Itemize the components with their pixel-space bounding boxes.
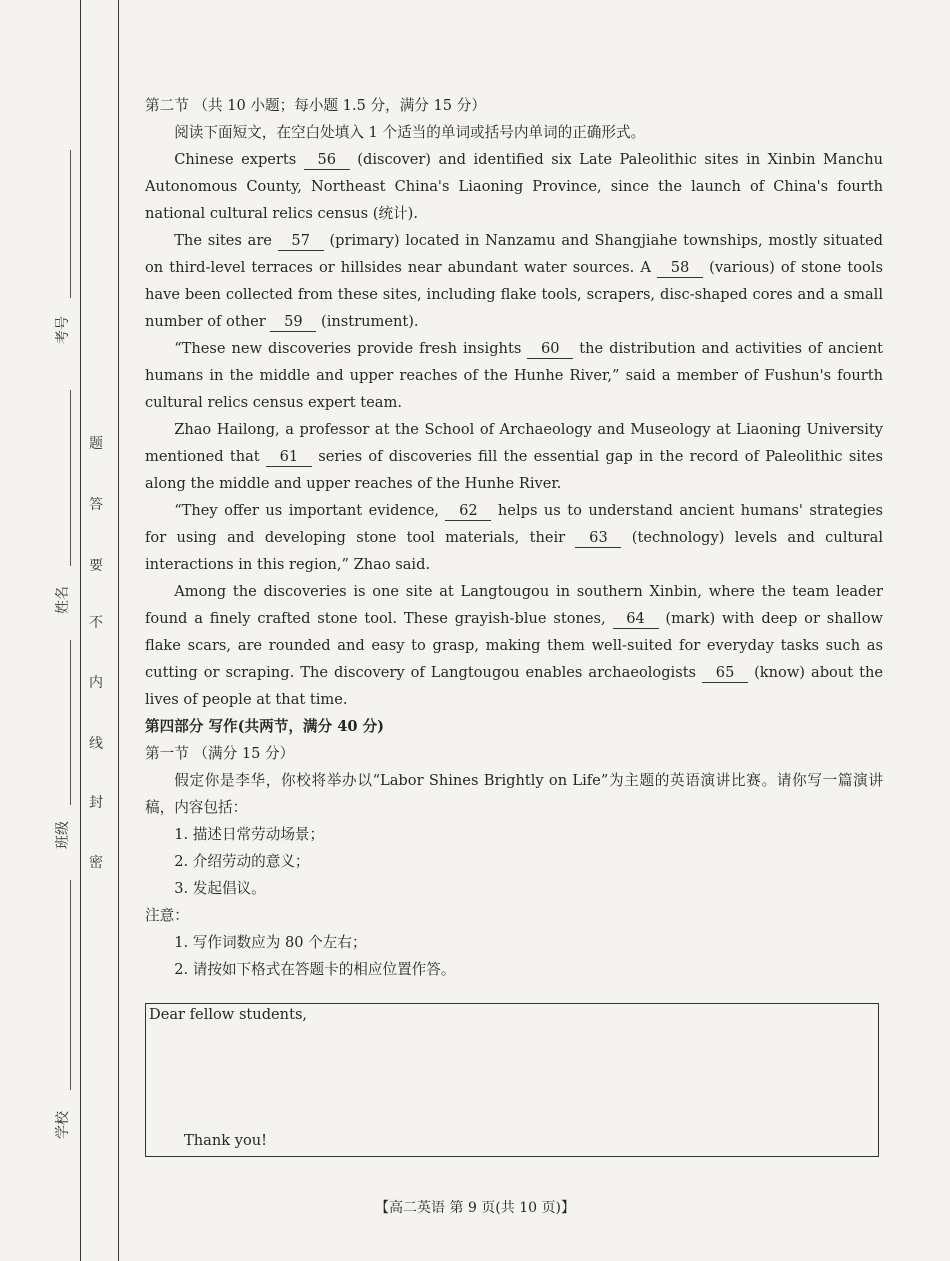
- field-class: [48, 805, 78, 865]
- blank-59[interactable]: 59: [270, 313, 316, 332]
- warning-char: 封: [89, 795, 103, 811]
- field-class-label: 班级: [55, 821, 71, 849]
- part4-heading: 第四部分 写作(共两节，满分 40 分): [145, 718, 385, 735]
- box-closing: Thank you!: [184, 1132, 268, 1149]
- field-name-label: 姓名: [55, 586, 71, 614]
- part4-sub-heading: 第一节 （满分 15 分）: [145, 745, 295, 762]
- page-footer: 【高二英语 第 9 页(共 10 页)】: [375, 1200, 575, 1216]
- passage-paragraph-6: [145, 578, 883, 713]
- blank-65[interactable]: 65: [702, 664, 748, 683]
- writing-requirement: 2. 介绍劳动的意义；: [174, 853, 310, 870]
- passage-paragraph-2: [145, 227, 883, 335]
- blank-63[interactable]: 63: [575, 529, 621, 548]
- binding-line-right: [118, 0, 119, 1261]
- warning-char: 密: [89, 855, 103, 871]
- field-exam-number: [48, 300, 78, 360]
- field-name: [48, 570, 78, 630]
- blank-58[interactable]: 58: [657, 259, 703, 278]
- passage-text: Chinese experts: [174, 151, 297, 168]
- section2-heading: 第二节 （共 10 小题；每小题 1.5 分，满分 15 分）: [145, 97, 486, 114]
- warning-char: 要: [89, 558, 103, 574]
- passage-paragraph-5: [145, 497, 883, 578]
- passage-text: (instrument).: [321, 313, 419, 330]
- box-greeting: Dear fellow students,: [149, 1006, 308, 1023]
- passage-paragraph-4: [145, 416, 883, 497]
- passage-text: helps us to understand ancient humans' strategies for using and developing stone tool materials, their: [145, 502, 884, 546]
- field-school: [48, 1095, 78, 1155]
- passage-text: “These new discoveries provide fresh insights: [174, 340, 522, 357]
- field-class-blank[interactable]: [70, 640, 71, 805]
- note-label: 注意：: [145, 907, 189, 924]
- writing-requirement: 3. 发起倡议。: [174, 880, 266, 897]
- passage-text: (discover) and identified six Late Paleolithic sites in Xinbin Manchu Autonomous County, Northeast China's Liaoning Province, since the launch of China's fourth national cultural relics census (统计).: [145, 151, 884, 222]
- passage-text: Among the discoveries is one site at Langtougou in southern Xinbin, where the team leader found a finely crafted stone tool. These grayish-blue stones,: [145, 583, 883, 627]
- warning-char: 不: [89, 615, 103, 631]
- field-exam-number-blank[interactable]: [70, 150, 71, 298]
- passage-text: (mark) with deep or shallow flake scars, are rounded and easy to grasp, making them well-suited for everyday tasks such as cutting or scraping. The discovery of Langtougou enables archaeologists: [145, 610, 883, 681]
- passage-paragraph-1: [145, 146, 883, 227]
- field-school-blank[interactable]: [70, 880, 71, 1090]
- field-name-blank[interactable]: [70, 390, 71, 566]
- blank-56[interactable]: 56: [304, 151, 350, 170]
- passage-paragraph-3: [145, 335, 883, 416]
- passage-text: The sites are: [174, 232, 272, 249]
- warning-char: 线: [89, 736, 103, 752]
- note-item: 2. 请按如下格式在答题卡的相应位置作答。: [174, 961, 456, 978]
- binding-line-left: [80, 0, 81, 1261]
- note-item: 1. 写作词数应为 80 个左右；: [174, 934, 367, 951]
- passage-text: (technology) levels and cultural interactions in this region,” Zhao said.: [145, 529, 884, 573]
- passage-text: the distribution and activities of ancient humans in the middle and upper reaches of the Hunhe River,” said a member of Fushun's fourth cultural relics census expert team.: [145, 340, 883, 411]
- writing-requirement: 1. 描述日常劳动场景；: [174, 826, 325, 843]
- section2-instruction: 阅读下面短文，在空白处填入 1 个适当的单词或括号内单词的正确形式。: [174, 124, 646, 141]
- passage-text: series of discoveries fill the essential gap in the record of Paleolithic sites along the middle and upper reaches of the Hunhe River.: [145, 448, 884, 492]
- passage-text: (various) of stone tools have been collected from these sites, including flake tools, scrapers, disc-shaped cores and a small number of other: [145, 259, 884, 330]
- blank-57[interactable]: 57: [278, 232, 324, 251]
- warning-char: 内: [89, 675, 103, 691]
- writing-prompt: 假定你是李华，你校将举办以“Labor Shines Brightly on Life”为主题的英语演讲比赛。请你写一篇演讲稿，内容包括：: [145, 772, 883, 816]
- blank-61[interactable]: 61: [266, 448, 312, 467]
- answer-box[interactable]: [145, 1003, 879, 1157]
- passage-text: (primary) located in Nanzamu and Shangjiahe townships, mostly situated on third-level terraces or hillsides near abundant water sources. A: [145, 232, 884, 276]
- field-exam-number-label: 考号: [55, 316, 71, 344]
- field-school-label: 学校: [55, 1111, 71, 1139]
- warning-char: 题: [89, 436, 103, 452]
- passage-text: Zhao Hailong, a professor at the School of Archaeology and Museology at Liaoning University mentioned that: [145, 421, 883, 465]
- warning-char: 答: [89, 497, 103, 513]
- exam-content: [145, 92, 883, 983]
- passage-text: “They offer us important evidence,: [174, 502, 439, 519]
- blank-62[interactable]: 62: [445, 502, 491, 521]
- blank-60[interactable]: 60: [527, 340, 573, 359]
- blank-64[interactable]: 64: [613, 610, 659, 629]
- passage-text: (know) about the lives of people at that time.: [145, 664, 884, 708]
